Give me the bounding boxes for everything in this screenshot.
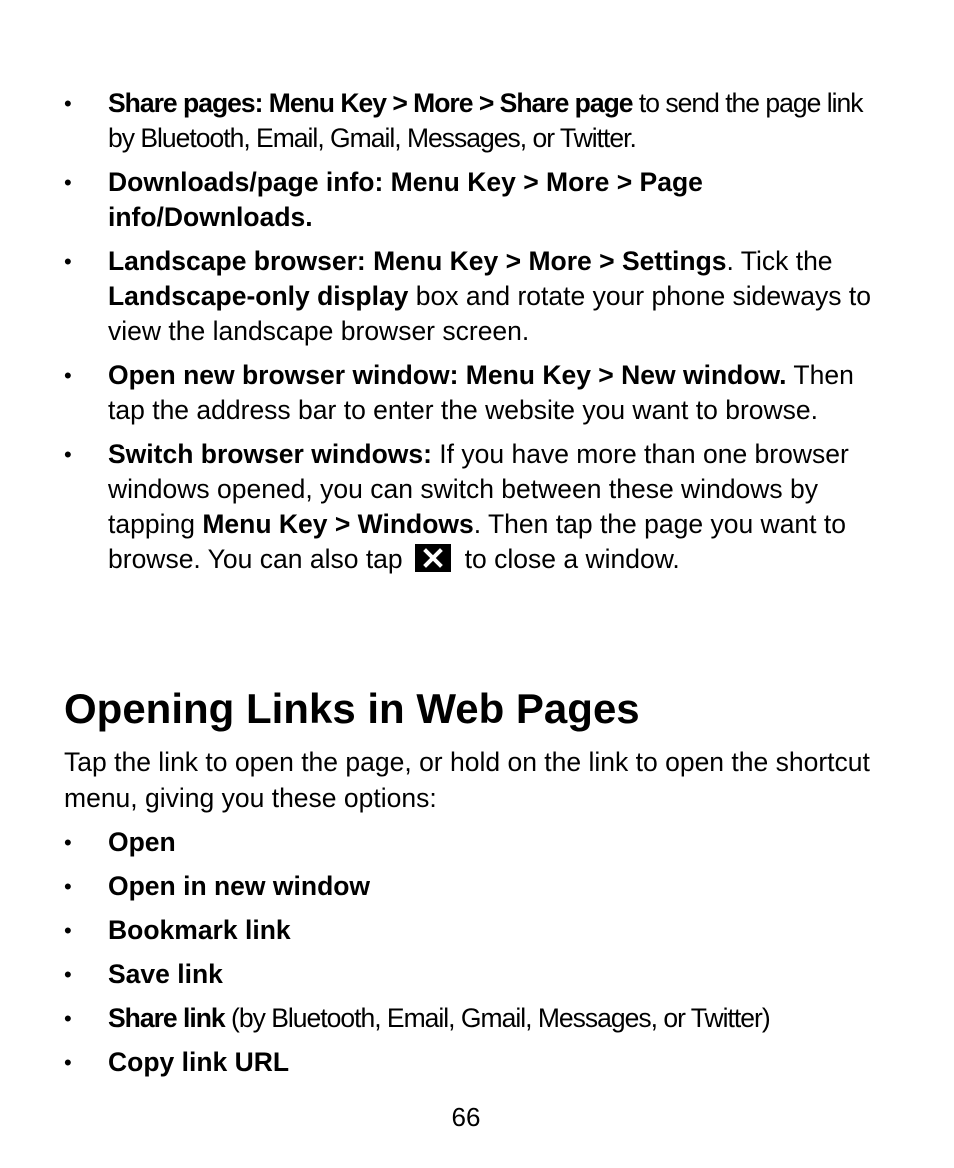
downloads-label: Downloads/page info: Menu Key > More > Page info/Downloads. bbox=[108, 167, 703, 232]
landscape-text: . Tick the bbox=[726, 246, 833, 276]
option-open-new-window: Open in new window bbox=[108, 871, 371, 901]
list-item bbox=[64, 825, 884, 860]
list-item bbox=[64, 1045, 884, 1080]
browser-tips-list bbox=[64, 86, 884, 586]
switch-windows-text-3: to close a window. bbox=[464, 544, 680, 574]
option-open: Open bbox=[108, 827, 176, 857]
close-x-icon bbox=[415, 544, 451, 572]
switch-windows-text: If you have more than one browser windows opened, you can switch between these windows by tapping bbox=[108, 439, 849, 539]
share-pages-label: Share pages: Menu Key > More > Share page bbox=[108, 88, 633, 118]
section-intro: Tap the link to open the page, or hold on the link to open the shortcut menu, giving you these options: bbox=[64, 747, 870, 813]
landscape-only-label: Landscape-only display bbox=[108, 281, 409, 311]
new-window-text: Then tap the address bar to enter the website you want to browse. bbox=[108, 360, 854, 425]
switch-windows-text-2: . Then tap the page you want to browse. You can also tap bbox=[108, 509, 846, 574]
option-copy-link-url: Copy link URL bbox=[108, 1047, 290, 1077]
option-share-link-text: (by Bluetooth, Email, Gmail, Messages, or Twitter) bbox=[224, 1003, 770, 1033]
option-bookmark-link: Bookmark link bbox=[108, 915, 291, 945]
switch-windows-label: Switch browser windows: bbox=[108, 439, 432, 469]
list-item bbox=[64, 913, 884, 948]
list-item bbox=[64, 1001, 884, 1036]
share-pages-text: to send the page link by Bluetooth, Email, Gmail, Messages, or Twitter. bbox=[108, 88, 863, 153]
list-item bbox=[64, 869, 884, 904]
page-number: 66 bbox=[451, 1102, 481, 1132]
list-item bbox=[64, 165, 884, 235]
list-item bbox=[64, 957, 884, 992]
new-window-label: Open new browser window: Menu Key > New window. bbox=[108, 360, 787, 390]
option-share-link: Share link bbox=[108, 1003, 225, 1033]
list-item bbox=[64, 244, 884, 349]
link-options-list bbox=[64, 825, 884, 1089]
section-title: Opening Links in Web Pages bbox=[64, 685, 640, 732]
list-item bbox=[64, 437, 884, 577]
list-item bbox=[64, 358, 884, 428]
list-item bbox=[64, 86, 884, 156]
landscape-text-2: box and rotate your phone sideways to view the landscape browser screen. bbox=[108, 281, 871, 346]
option-save-link: Save link bbox=[108, 959, 223, 989]
menu-windows-label: Menu Key > Windows bbox=[202, 509, 474, 539]
landscape-label: Landscape browser: Menu Key > More > Settings bbox=[108, 246, 727, 276]
